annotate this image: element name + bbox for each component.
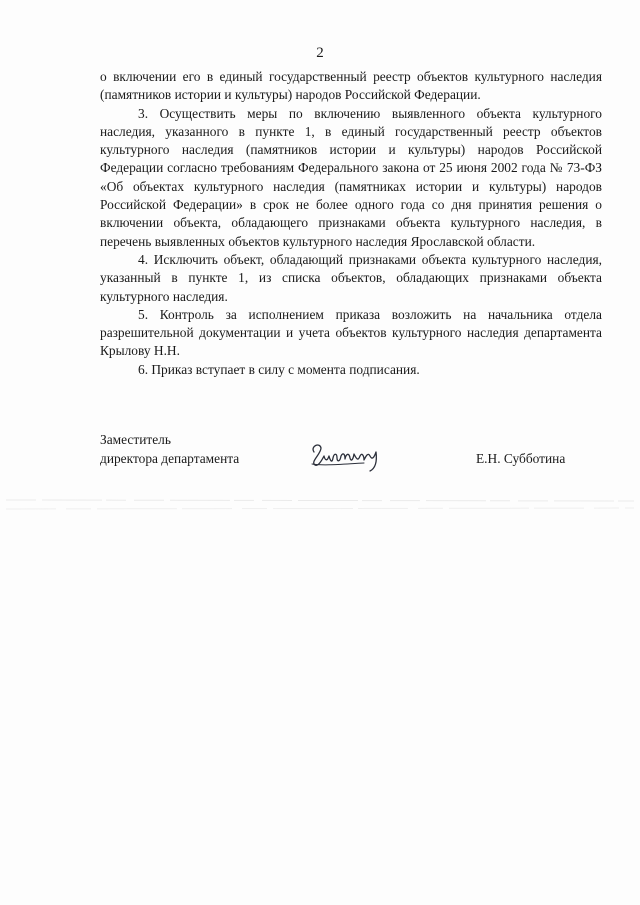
scan-artifact-line bbox=[6, 496, 634, 516]
signatory-title-line-1: Заместитель bbox=[100, 432, 171, 447]
paragraph-item-6: 6. Приказ вступает в силу с момента подписания. bbox=[138, 361, 420, 377]
page-number: 2 bbox=[316, 45, 324, 61]
paragraph-item-5: 5. Контроль за исполнением приказа возложить на начальника отдела разрешительной документации и учета объектов культурного наследия департамента Крылову Н.Н. bbox=[100, 306, 602, 359]
handwritten-signature bbox=[304, 438, 394, 474]
signatory-name: Е.Н. Субботина bbox=[476, 451, 566, 466]
paragraph-continuation: о включении его в единый государственный реестр объектов культурного наследия (памятников истории и культуры) народов Российской Федерации. bbox=[100, 69, 602, 103]
document-body bbox=[100, 68, 602, 379]
signatory-title-line-2: директора департамента bbox=[100, 451, 240, 466]
paragraph-item-3: 3. Осуществить меры по включению выявленного объекта культурного наследия, указанного в пункте 1, в единый государственный реестр объектов культурного наследия (памятников истории и культуры) народов Российской Федерации согласно требованиям Федерального закона от 25 июня 2002 года № 73-ФЗ «Об объектах культурного наследия (памятниках истории и культуры) народов Российской Федерации» в срок не более одного года со дня принятия решения о включении объекта, обладающего признаками объекта культурного наследия, в перечень выявленных объектов культурного наследия Ярославской области. bbox=[100, 105, 602, 249]
signatory-title bbox=[100, 430, 239, 468]
signature-block bbox=[100, 430, 600, 474]
paragraph-item-4: 4. Исключить объект, обладающий признаками объекта культурного наследия, указанный в пункте 1, из списка объектов, обладающих признаками объекта культурного наследия. bbox=[100, 251, 602, 304]
